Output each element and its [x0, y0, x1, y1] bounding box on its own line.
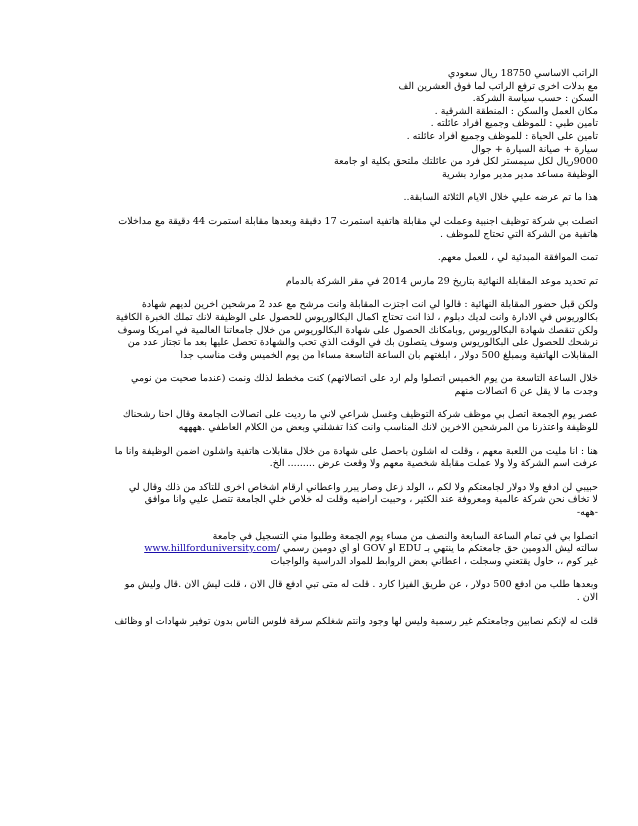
text-line: عصر يوم الجمعة اتصل بي موظف شركة التوظيف وغسل شراعي لاني ما رديت على اتصالات الجامعة وقال احنا رشحناك — [122, 409, 598, 421]
paragraph-conditions — [40, 299, 598, 362]
text-line — [40, 543, 598, 556]
offer-line: سيارة + صيانة السيارة + جوال — [471, 143, 598, 155]
paragraph-payment — [40, 579, 598, 604]
offer-line: تأمين على الحياة : للموظف وجميع أفراد عائلته . — [406, 130, 598, 142]
text-line: هذا ما تم عرضه عليي خلال الايام الثلاثة السابقة.. — [403, 192, 598, 204]
text-line: عرفت اسم الشركة ولا ولا عملت مقابلة شخصية معهم ولا وقعت عرض ......... الخ. — [269, 458, 598, 470]
text-line: تم تحديد موعد المقابلة النهائية بتاريخ 29 مارس 2014 في مقر الشركة بالدمام — [285, 275, 598, 287]
text-line: قلت له لإنكم نصابين وجامعتكم غير رسمية وليس لها وجود وأنتم شغلكم سرقة فلوس الناس بدون توفير شهادات او وظائف — [114, 615, 598, 627]
paragraph-appointment — [40, 276, 598, 289]
text-line: تمت الموافقة المبدئية لي ، للعمل معهم. — [437, 252, 598, 264]
text-line: وجدت ما لا يقل عن 6 اتصالات منهم — [454, 385, 598, 397]
paragraph-refusal — [40, 482, 598, 520]
paragraph-intro — [40, 192, 598, 205]
text-line: خلال الساعة التاسعة من يوم الخميس اتصلوا ولم ارد على اتصالاتهم) كنت مخطط لذلك ونمت (عندما صحيت من نومي — [130, 373, 598, 385]
offer-details — [40, 68, 598, 181]
text-line: هنا : انا مليت من اللعبة معهم ، وقلت له اشلون باحصل على شهادة من خلال مقابلات هاتفية واشلون اضمن الوظيفة وانا ما — [114, 445, 598, 457]
text-line: نرشحك للحصول على البكالوريوس وسوف يتصلون بك في الوقت الذي تحب والشهادة تحصل عليها بعد ما تجتاز عدد من — [127, 337, 598, 349]
offer-line: مكان العمل والسكن : المنطقة الشرقية . — [434, 105, 598, 117]
text-line: -ههه- — [576, 507, 598, 519]
text-line: اتصلت بي شركة توظيف اجنبية وعملت لي مقابلة هاتفية استمرت 17 دقيقة وبعدها مقابلة استمرت 44 دقيقة مع مداخلات — [118, 215, 598, 227]
paragraph-approval — [40, 252, 598, 265]
offer-line: 9000ريال لكل سيمستر لكل فرد من عائلتك ملتحق بكلية او جامعة — [333, 156, 598, 168]
paragraph-reply — [40, 446, 598, 471]
university-link[interactable]: www.hillforduniversity.com — [144, 543, 277, 555]
text-line: الان . — [576, 592, 598, 603]
text-line: هاتفية من الشركة التي تحتاج للموظف . — [439, 228, 598, 240]
text-fragment: سألته ليش الدومين حق جامعتكم ما ينتهي بـ EDU أو GOV أو أي دومين رسمي / — [276, 543, 598, 555]
paragraph-registration — [40, 531, 598, 569]
paragraph-friday — [40, 409, 598, 434]
text-line: ولكن قبل حضور المقابلة النهائية : قالوا لي انت اجتزت المقابلة وانت مرشح مع عدد 2 مرشحين اخرين لديهم شهادة — [141, 299, 598, 311]
paragraph-call — [40, 216, 598, 241]
text-line: ولكن تنقصك شهادة البكالوريوس ,وبامكانك الحصول على شهادة البكالوريوس من خلال جامعاتنا العالمية في امريكا وسوف — [117, 324, 598, 336]
text-line: المقابلات الهاتفية وبمبلغ 500 دولار ، ابلغتهم بأن الساعة التاسعة مساءاً من يوم الخميس وقت مناسب جداً — [180, 349, 598, 361]
text-line: للوظيفة واعتذرنا من المرشحين الاخرين لانك المناسب وانت كذا تفشلني وبعض من الكلام العاطفي .ههههه — [178, 422, 598, 434]
text-line: غير كوم ،، حاول يقتعني وسجلت ، اعطاني بعض الروابط للمواد الدراسية والواجبات — [270, 555, 598, 567]
text-line: وبعدها طلب من ادفع 500 دولار ، عن طريق الفيزا كارد . قلت له متى تبي ادفع قال الان ، قلت ليش الان .قال وليش مو — [124, 579, 598, 591]
text-line: لا تخاف نحن شركة عالمية ومعروفة عند الكثير ، وحبيت اراضيه وقلت له خلاص خلي الجامعة تتصل عليي وانا موافق — [144, 494, 598, 506]
text-line: اتصلوا بي في تمام الساعة السابعة والنصف من مساء يوم الجمعة وطلبوا مني التسجيل في جامعة — [212, 530, 598, 542]
text-line: حبيبي لن ادفع ولا دولار لجامعتكم ولا لكم ،، الولد زعل وصار يبرر واعطاني ارقام اشخاص اخرى للتأكد من ذلك وقال لي — [128, 481, 598, 493]
paragraph-missed-calls — [40, 373, 598, 398]
offer-line: مع بدلات اخرى ترفع الراتب لما فوق العشرين الف — [398, 80, 598, 92]
text-line: بكالوريوس في الادارة وانت لديك دبلوم ، لذا انت تحتاج اكمال البكالوريوس للحصول على الوظيفة لانك تملك الخبرة الكافية — [115, 311, 598, 323]
paragraph-conclusion — [40, 616, 598, 629]
offer-line: تأمين طبي : للموظف وجميع أفراد عائلته . — [430, 118, 598, 130]
offer-line: الوظيفة مساعد مدير مدير موارد بشرية — [442, 168, 598, 180]
offer-line: الراتب الاساسي 18750 ريال سعودي — [447, 68, 598, 79]
offer-line: السكن : حسب سياسة الشركة. — [472, 93, 598, 105]
